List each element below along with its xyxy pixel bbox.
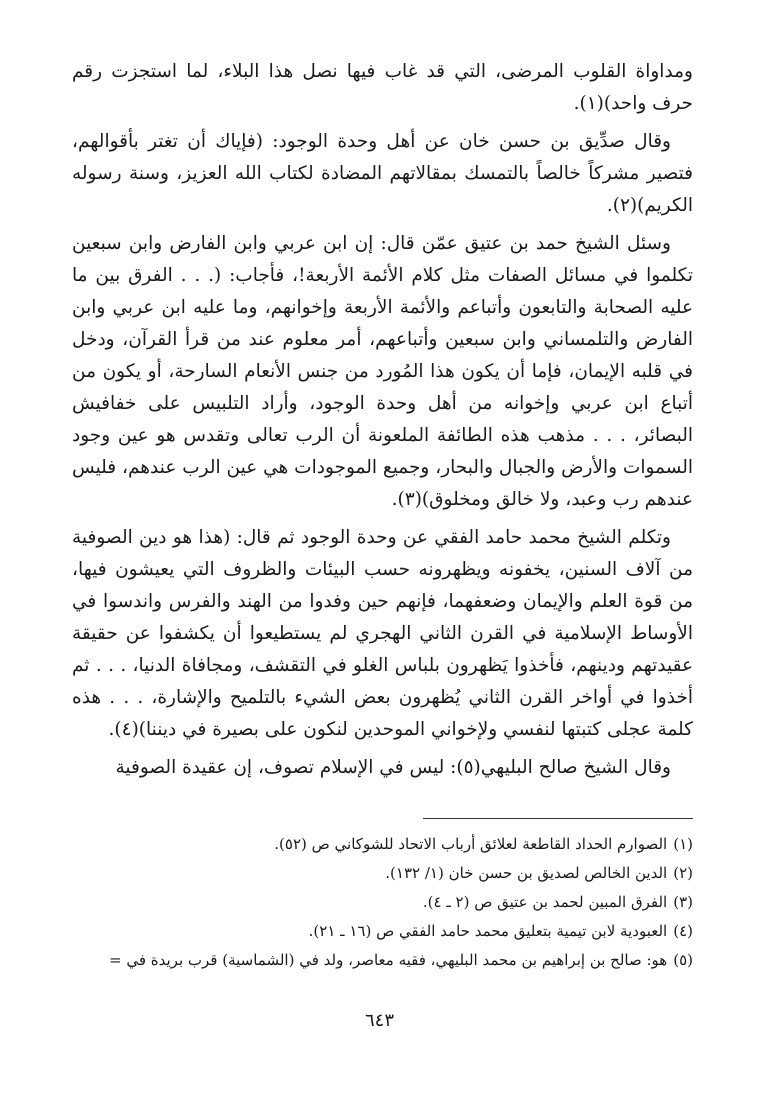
- main-text: [72, 56, 693, 790]
- footnote-number: (٥): [673, 951, 693, 969]
- paragraph-hamad-bin-atiq: وسئل الشيخ حمد بن عتيق عمّن قال: إن ابن عربي وابن الفارض وابن سبعين تكلموا في مسائل الصفات مثل كلام الأئمة الأربعة!، فأجاب: (. . . الفرق بين ما عليه الصحابة والتابعون وأتباعم والأئمة الأربعة وإخوانهم، وما عليه ابن عربي وابن الفارض والتلمساني وابن سبعين وأتباعهم، أمر معلوم عند من قرأ القرآن، ودخل في قلبه الإيمان، فإما أن يكون هذا المُورد من جنس الأنعام السارحة، أو يكون من أتباع ابن عربي وإخوانه من أهل وحدة الوجود، وأراد التلبيس على خفافيش البصائر، . . . مذهب هذه الطائفة الملعونة أن الرب تعالى وتقدس هو عين وجود السموات والأرض والجبال والبحار، وجميع الموجودات هي عين الرب عندهم، فليس عندهم رب وعبد، ولا خالق ومخلوق)(٣).: [71, 233, 693, 510]
- footnote-item: [72, 859, 693, 888]
- footnote-text: الفرق المبين لحمد بن عتيق ص (٢ ـ ٤).: [422, 893, 668, 911]
- footnote-item: [72, 888, 693, 917]
- footnote-number: (١): [673, 835, 693, 853]
- page-number: ٦٤٣: [364, 1010, 394, 1031]
- footnote-text: العبودية لابن تيمية بتعليق محمد حامد الفقي ص (١٦ ـ ٢١).: [308, 922, 668, 940]
- footnote-item: [72, 946, 693, 975]
- footnote-text: هو: صالح بن إبراهيم بن محمد البليهي، فقيه معاصر، ولد في (الشماسية) قرب بريدة في =: [109, 951, 668, 969]
- footnotes: [72, 830, 693, 975]
- paragraph-hamid-al-fiqi: وتكلم الشيخ محمد حامد الفقي عن وحدة الوجود ثم قال: (هذا هو دين الصوفية من آلاف السنين، يخفونه ويظهرونه حسب البيئات والظروف التي يعيشون فيها، من قوة العلم والإيمان وضعفهما، فإنهم حين وفدوا من الهند والفرس واندسوا في الأوساط الإسلامية في القرن الثاني الهجري لم يستطيعوا أن يكشفوا عن حقيقة عقيدتهم ودينهم، فأخذوا يَظهرون بلباس الغلو في التقشف، ومجافاة الدنيا، . . . ثم أخذوا في أواخر القرن الثاني يُظهرون بعض الشيء بالتلميح والإشارة، . . . هذه كلمة عجلى كتبتها لنفسي ولإخواني الموحدين لنكون على بصيرة في ديننا)(٤).: [72, 527, 693, 740]
- footnote-number: (٤): [673, 922, 693, 940]
- paragraph-continuation: ومداواة القلوب المرضى، التي قد غاب فيها نصل هذا البلاء، لما استجزت رقم حرف واحد)(١).: [72, 61, 693, 114]
- paragraph-siddiq-hasan-khan: وقال صدِّيق بن حسن خان عن أهل وحدة الوجود: (فإياك أن تغتر بأقوالهم، فتصير مشركاً خالصاً بالتمسك بمقالاتهم المضادة لكتاب الله العزيز، وسنة رسوله الكريم)(٢).: [72, 131, 693, 216]
- paragraph-salih-al-bulayhi: وقال الشيخ صالح البليهي(٥): ليس في الإسلام تصوف، إن عقيدة الصوفية: [115, 757, 671, 778]
- footnote-number: (٣): [673, 893, 693, 911]
- footnote-item: [72, 830, 693, 859]
- footnote-number: (٢): [673, 864, 693, 882]
- footnote-text: الدين الخالص لصديق بن حسن خان (١/ ١٣٢).: [385, 864, 668, 882]
- footnote-item: [72, 917, 693, 946]
- footnote-text: الصوارم الحداد القاطعة لعلائق أرباب الاتحاد للشوكاني ص (٥٢).: [274, 835, 668, 853]
- footnote-divider: [423, 818, 693, 819]
